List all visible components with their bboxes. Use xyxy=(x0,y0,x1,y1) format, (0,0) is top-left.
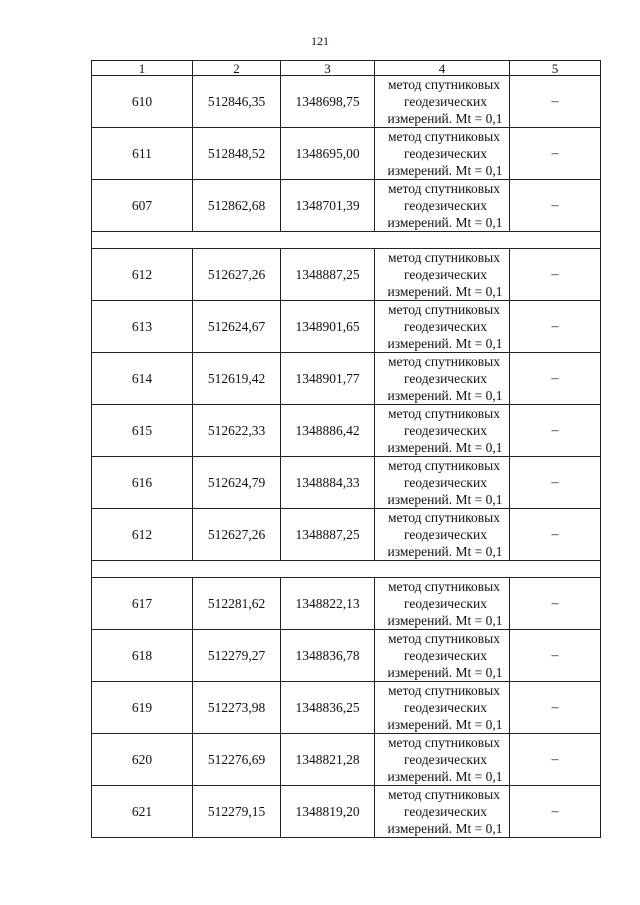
method-line: геодезических xyxy=(404,423,487,438)
x-coordinate-cell: 512624,79 xyxy=(193,457,281,509)
point-number-cell: 614 xyxy=(92,353,193,405)
method-cell xyxy=(375,786,510,838)
note-cell: – xyxy=(510,630,601,682)
x-coordinate-cell: 512627,26 xyxy=(193,249,281,301)
table-row xyxy=(92,76,601,128)
method-line: метод спутниковых xyxy=(388,735,500,750)
note-cell: – xyxy=(510,405,601,457)
x-coordinate-cell: 512281,62 xyxy=(193,578,281,630)
method-line: измерений. Mt = 0,1 xyxy=(387,769,503,784)
x-coordinate-cell: 512279,27 xyxy=(193,630,281,682)
method-cell xyxy=(375,301,510,353)
point-number-cell: 619 xyxy=(92,682,193,734)
point-number-cell: 616 xyxy=(92,457,193,509)
method-cell xyxy=(375,734,510,786)
y-coordinate-cell: 1348884,33 xyxy=(281,457,375,509)
method-line: измерений. Mt = 0,1 xyxy=(387,665,503,680)
method-line: метод спутниковых xyxy=(388,406,500,421)
table-row xyxy=(92,405,601,457)
note-cell: – xyxy=(510,509,601,561)
method-line: геодезических xyxy=(404,527,487,542)
note-cell: – xyxy=(510,301,601,353)
x-coordinate-cell: 512862,68 xyxy=(193,180,281,232)
table-row xyxy=(92,128,601,180)
x-coordinate-cell: 512624,67 xyxy=(193,301,281,353)
table-row xyxy=(92,249,601,301)
note-cell: – xyxy=(510,734,601,786)
table-row xyxy=(92,457,601,509)
method-line: геодезических xyxy=(404,596,487,611)
point-number-cell: 620 xyxy=(92,734,193,786)
point-number-cell: 618 xyxy=(92,630,193,682)
column-header-1: 1 xyxy=(92,61,193,76)
y-coordinate-cell: 1348886,42 xyxy=(281,405,375,457)
method-line: измерений. Mt = 0,1 xyxy=(387,821,503,836)
table-row xyxy=(92,301,601,353)
table-row xyxy=(92,353,601,405)
method-line: метод спутниковых xyxy=(388,458,500,473)
method-line: геодезических xyxy=(404,94,487,109)
method-line: измерений. Mt = 0,1 xyxy=(387,111,503,126)
point-number-cell: 621 xyxy=(92,786,193,838)
note-cell: – xyxy=(510,353,601,405)
method-line: метод спутниковых xyxy=(388,683,500,698)
coordinates-table xyxy=(91,60,601,838)
method-line: геодезических xyxy=(404,700,487,715)
method-line: геодезических xyxy=(404,804,487,819)
point-number-cell: 613 xyxy=(92,301,193,353)
method-line: геодезических xyxy=(404,475,487,490)
method-line: геодезических xyxy=(404,319,487,334)
note-cell: – xyxy=(510,578,601,630)
method-line: геодезических xyxy=(404,198,487,213)
note-cell: – xyxy=(510,457,601,509)
x-coordinate-cell: 512276,69 xyxy=(193,734,281,786)
method-line: измерений. Mt = 0,1 xyxy=(387,440,503,455)
y-coordinate-cell: 1348819,20 xyxy=(281,786,375,838)
method-cell xyxy=(375,76,510,128)
note-cell: – xyxy=(510,128,601,180)
method-line: измерений. Mt = 0,1 xyxy=(387,613,503,628)
column-header-5: 5 xyxy=(510,61,601,76)
method-line: измерений. Mt = 0,1 xyxy=(387,284,503,299)
method-line: метод спутниковых xyxy=(388,631,500,646)
note-cell: – xyxy=(510,180,601,232)
x-coordinate-cell: 512627,26 xyxy=(193,509,281,561)
method-line: метод спутниковых xyxy=(388,787,500,802)
table-row xyxy=(92,734,601,786)
x-coordinate-cell: 512846,35 xyxy=(193,76,281,128)
y-coordinate-cell: 1348698,75 xyxy=(281,76,375,128)
table-row xyxy=(92,786,601,838)
y-coordinate-cell: 1348822,13 xyxy=(281,578,375,630)
y-coordinate-cell: 1348887,25 xyxy=(281,509,375,561)
note-cell: – xyxy=(510,76,601,128)
y-coordinate-cell: 1348901,65 xyxy=(281,301,375,353)
point-number-cell: 611 xyxy=(92,128,193,180)
method-line: метод спутниковых xyxy=(388,302,500,317)
separator-cell xyxy=(92,232,601,249)
x-coordinate-cell: 512848,52 xyxy=(193,128,281,180)
method-cell xyxy=(375,630,510,682)
method-line: измерений. Mt = 0,1 xyxy=(387,717,503,732)
method-line: измерений. Mt = 0,1 xyxy=(387,388,503,403)
method-cell xyxy=(375,180,510,232)
y-coordinate-cell: 1348901,77 xyxy=(281,353,375,405)
point-number-cell: 617 xyxy=(92,578,193,630)
method-cell xyxy=(375,682,510,734)
method-line: метод спутниковых xyxy=(388,510,500,525)
separator-cell xyxy=(92,561,601,578)
method-cell xyxy=(375,128,510,180)
method-cell xyxy=(375,249,510,301)
table-row xyxy=(92,180,601,232)
point-number-cell: 612 xyxy=(92,509,193,561)
table-row xyxy=(92,682,601,734)
method-line: измерений. Mt = 0,1 xyxy=(387,336,503,351)
method-line: измерений. Mt = 0,1 xyxy=(387,492,503,507)
method-line: измерений. Mt = 0,1 xyxy=(387,215,503,230)
table-body xyxy=(92,76,601,838)
method-cell xyxy=(375,509,510,561)
column-header-2: 2 xyxy=(193,61,281,76)
method-line: измерений. Mt = 0,1 xyxy=(387,544,503,559)
x-coordinate-cell: 512273,98 xyxy=(193,682,281,734)
method-line: измерений. Mt = 0,1 xyxy=(387,163,503,178)
point-number-cell: 610 xyxy=(92,76,193,128)
table-row xyxy=(92,630,601,682)
separator-row xyxy=(92,232,601,249)
table-row xyxy=(92,509,601,561)
page-number: 121 xyxy=(311,34,329,48)
x-coordinate-cell: 512279,15 xyxy=(193,786,281,838)
method-line: метод спутниковых xyxy=(388,354,500,369)
y-coordinate-cell: 1348836,25 xyxy=(281,682,375,734)
y-coordinate-cell: 1348887,25 xyxy=(281,249,375,301)
point-number-cell: 612 xyxy=(92,249,193,301)
column-header-4: 4 xyxy=(375,61,510,76)
column-header-3: 3 xyxy=(281,61,375,76)
method-line: геодезических xyxy=(404,371,487,386)
method-cell xyxy=(375,353,510,405)
note-cell: – xyxy=(510,249,601,301)
method-line: геодезических xyxy=(404,752,487,767)
note-cell: – xyxy=(510,786,601,838)
method-cell xyxy=(375,578,510,630)
table-row xyxy=(92,578,601,630)
y-coordinate-cell: 1348836,78 xyxy=(281,630,375,682)
method-cell xyxy=(375,405,510,457)
y-coordinate-cell: 1348701,39 xyxy=(281,180,375,232)
method-cell xyxy=(375,457,510,509)
method-line: метод спутниковых xyxy=(388,579,500,594)
method-line: метод спутниковых xyxy=(388,250,500,265)
note-cell: – xyxy=(510,682,601,734)
method-line: геодезических xyxy=(404,648,487,663)
method-line: геодезических xyxy=(404,146,487,161)
x-coordinate-cell: 512622,33 xyxy=(193,405,281,457)
point-number-cell: 615 xyxy=(92,405,193,457)
y-coordinate-cell: 1348821,28 xyxy=(281,734,375,786)
method-line: метод спутниковых xyxy=(388,77,500,92)
separator-row xyxy=(92,561,601,578)
point-number-cell: 607 xyxy=(92,180,193,232)
method-line: метод спутниковых xyxy=(388,129,500,144)
method-line: геодезических xyxy=(404,267,487,282)
method-line: метод спутниковых xyxy=(388,181,500,196)
y-coordinate-cell: 1348695,00 xyxy=(281,128,375,180)
x-coordinate-cell: 512619,42 xyxy=(193,353,281,405)
header-row xyxy=(92,61,601,76)
